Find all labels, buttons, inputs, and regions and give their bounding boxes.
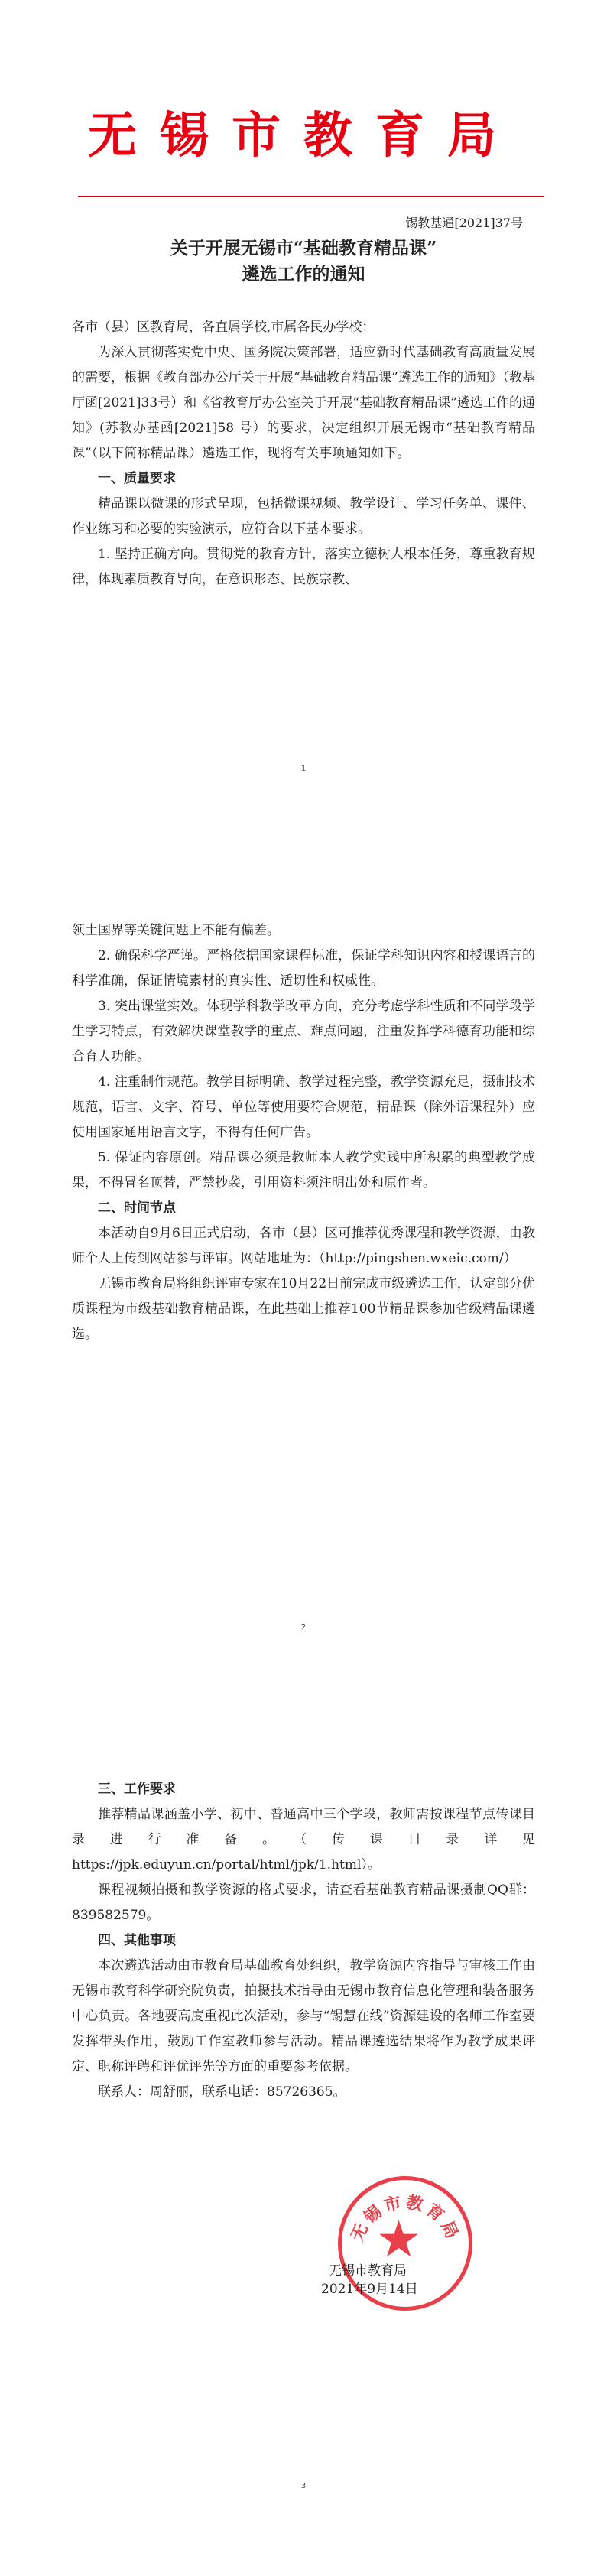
page-3-body — [72, 1777, 535, 2105]
document-number: 锡教基通[2021]37号 — [405, 216, 523, 230]
issue-date: 2021年9月14日 — [321, 2282, 418, 2297]
seal-text: 无锡市教育局 — [347, 2192, 463, 2245]
section-4-heading: 四、其他事项 — [98, 1933, 176, 1948]
notice-title-line-1: 关于开展无锡市“基础教育精品课” — [170, 238, 437, 258]
signature-block — [321, 2176, 550, 2329]
issuer-masthead: 无锡市教育局 — [88, 107, 519, 164]
notice-title-line-2: 遴选工作的通知 — [242, 264, 365, 284]
requirement-item-1-continued: 领土国界等关键问题上不能有偏差。 — [72, 923, 280, 938]
page-2 — [0, 859, 607, 1717]
requirement-item-5: 5. 保证内容原创。精品课必须是教师本人教学实践中所积累的典型教学成果，不得冒名顶替，严禁抄袭，引用资料须注明出处和原作者。 — [72, 1150, 535, 1191]
notice-title — [0, 236, 607, 287]
section-2-paragraph-1: 本活动自9月6日正式启动，各市（县）区可推荐优秀课程和教学资源，由教师个人上传到网站参与评审。网站地址为：（http://pingshen.wxeic.com/） — [72, 1226, 535, 1266]
page-1 — [0, 0, 607, 859]
section-4-paragraph-1: 本次遴选活动由市教育局基础教育处组织，教学资源内容指导与审核工作由无锡市教育科学研究院负责，拍摄技术指导由无锡市教育信息化管理和装备服务中心负责。各地要高度重视此次活动，参与“锡慧在线”资源建设的名师工作室要发挥带头作用，鼓励工作室教师参与活动。精品课遴选结果将作为教学成果评定、职称评聘和评优评先等方面的重要参考依据。 — [72, 1958, 535, 2074]
requirement-item-3: 3. 突出课堂实效。体现学科教学改革方向，充分考虑学科性质和不同学段学生学习特点，有效解决课堂教学的重点、难点问题，注重发挥学科德育功能和综合育人功能。 — [72, 999, 535, 1064]
requirement-item-2: 2. 确保科学严谨。严格依据国家课程标准，保证学科知识内容和授课语言的科学准确，保证情境素材的真实性、适切性和权威性。 — [72, 948, 535, 989]
page-number: 3 — [300, 2482, 307, 2490]
section-3-paragraph-2: 课程视频拍摄和教学资源的格式要求，请查看基础教育精品课摄制QQ群：839582579。 — [72, 1882, 535, 1923]
seal-star-icon: ★ — [376, 2210, 422, 2269]
section-1-intro: 精品课以微课的形式呈现，包括微课视频、教学设计、学习任务单、课件、作业练习和必要的实验演示，应符合以下基本要求。 — [72, 496, 535, 537]
signer-name: 无锡市教育局 — [329, 2263, 407, 2279]
section-3-heading: 三、工作要求 — [98, 1782, 176, 1797]
section-2-heading: 二、时间节点 — [98, 1200, 176, 1216]
requirement-item-4: 4. 注重制作规范。教学目标明确、教学过程完整，教学资源充足，摄制技术规范，语言、文字、符号、单位等使用要符合规范，精品课（除外语课程外）应使用国家通用语言文字，不得有任何广告。 — [72, 1074, 535, 1140]
section-2-paragraph-2: 无锡市教育局将组织评审专家在10月22日前完成市级遴选工作，认定部分优质课程为市级基础教育精品课，在此基础上推荐100节精品课参加省级精品课遴选。 — [72, 1276, 535, 1342]
page-1-body — [72, 315, 535, 593]
section-3-paragraph-1: 推荐精品课涵盖小学、初中、普通高中三个学段，教师需按课程节点传课目录进行准备。（传课目录详见https://jpk.eduyun.cn/portal/html/jpk/1.html）。 — [72, 1807, 535, 1873]
section-1-heading: 一、质量要求 — [98, 471, 176, 486]
intro-paragraph: 为深入贯彻落实党中央、国务院决策部署，适应新时代基础教育高质量发展的需要，根据《教育部办公厅关于开展“基础教育精品课”遴选工作的通知》（教基厅函[2021]33号）和《省教育厅办公室关于开展“基础教育精品课”遴选工作的通知》(苏教办基函[2021]58 号）的要求，决定组织开展无锡市“基础教育精品课”（以下简称精品课）遴选工作，现将有关事项通知如下。 — [72, 345, 535, 461]
page-number: 1 — [300, 765, 307, 773]
requirement-item-1: 1. 坚持正确方向。贯彻党的教育方针，落实立德树人根本任务，尊重教育规律，体现素质教育导向，在意识形态、民族宗教、 — [72, 547, 535, 587]
contact-line: 联系人：周舒丽，联系电话：85726365。 — [98, 2084, 346, 2100]
page-number: 2 — [300, 1623, 307, 1632]
salutation: 各市（县）区教育局，各直属学校,市属各民办学校： — [72, 320, 375, 335]
red-rule — [78, 196, 544, 197]
page-3 — [0, 1717, 607, 2576]
page-2-body — [72, 918, 535, 1347]
